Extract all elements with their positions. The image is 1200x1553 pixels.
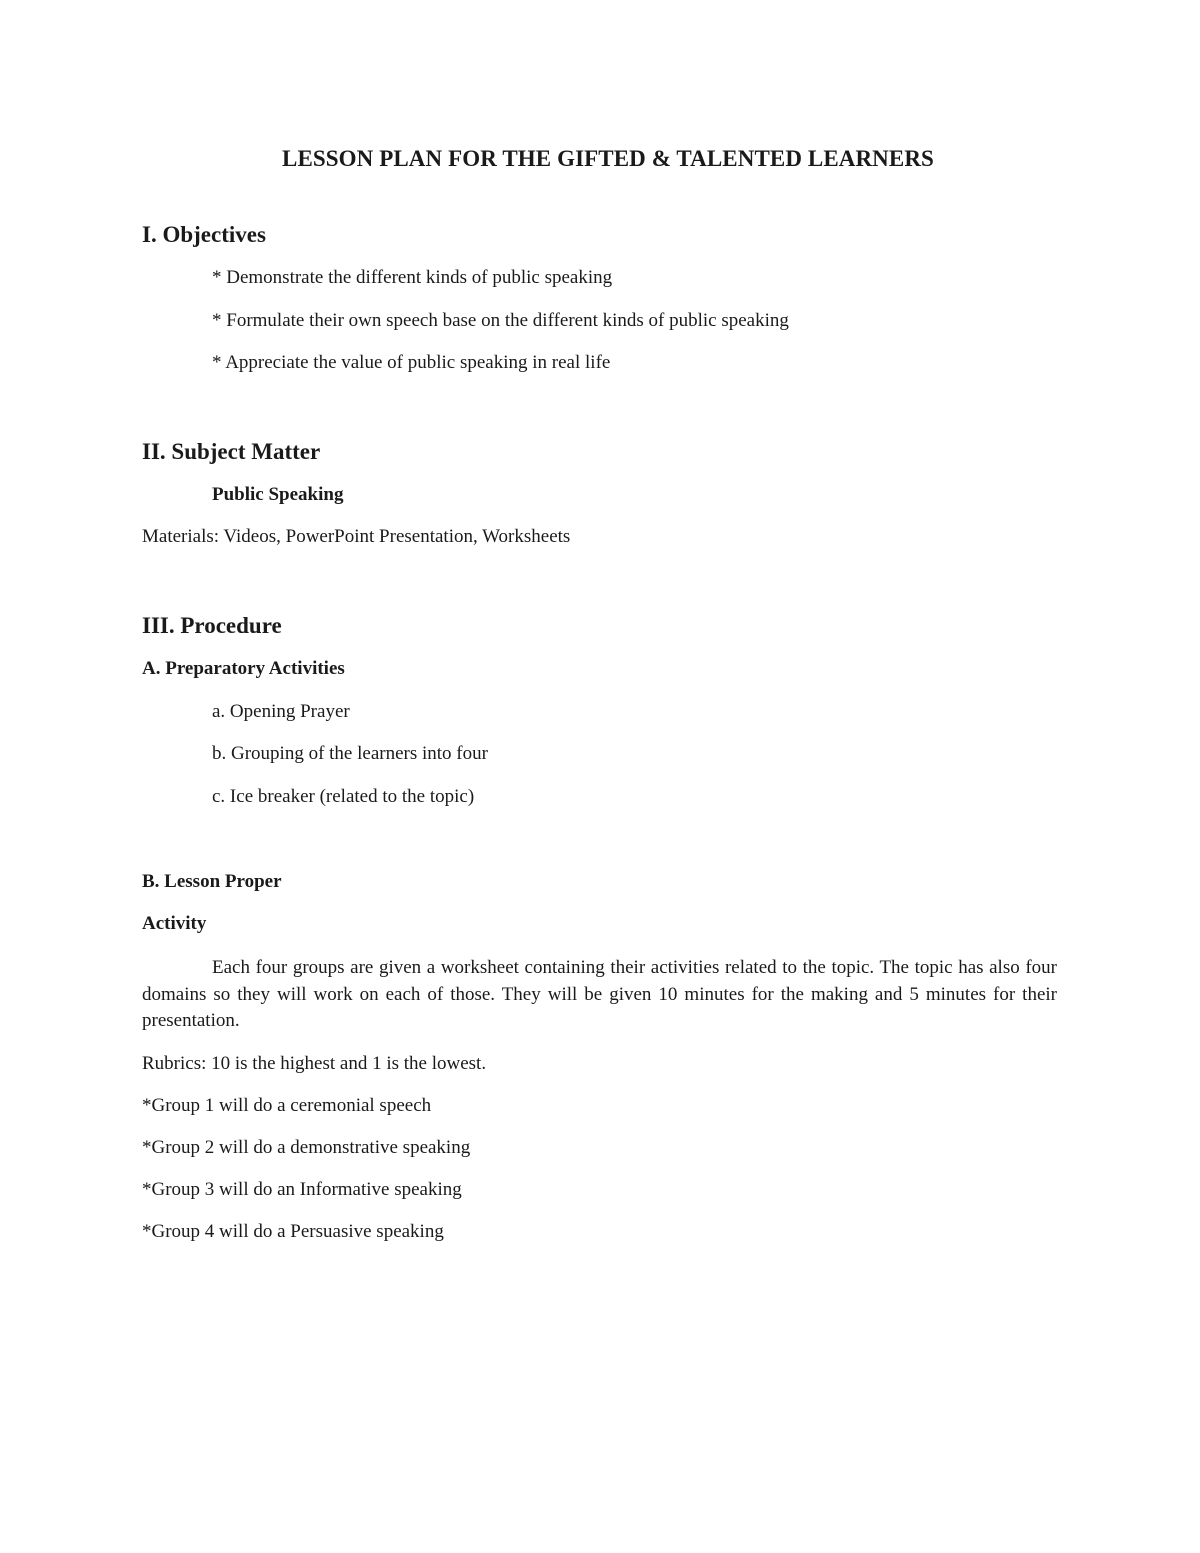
objective-item: * Appreciate the value of public speaking in real life <box>212 352 611 373</box>
group-assignment: *Group 1 will do a ceremonial speech <box>142 1095 432 1116</box>
objectives-heading: I. Objectives <box>142 222 266 247</box>
procedure-heading: III. Procedure <box>142 613 282 638</box>
preparatory-item: b. Grouping of the learners into four <box>212 743 488 764</box>
materials-line: Materials: Videos, PowerPoint Presentation, Worksheets <box>142 526 571 547</box>
rubrics-line: Rubrics: 10 is the highest and 1 is the lowest. <box>142 1053 487 1074</box>
preparatory-item: c. Ice breaker (related to the topic) <box>212 786 475 807</box>
activity-paragraph: Each four groups are given a worksheet containing their activities related to the topic. The topic has also four domains so they will work on each of those. They will be given 10 minutes for the making and 5 minutes for their presentation. <box>142 957 1057 1031</box>
preparatory-item: a. Opening Prayer <box>212 701 350 722</box>
objective-item: * Formulate their own speech base on the different kinds of public speaking <box>212 310 789 331</box>
subject-topic: Public Speaking <box>212 484 344 505</box>
lesson-proper-heading: B. Lesson Proper <box>142 871 282 892</box>
document-title: LESSON PLAN FOR THE GIFTED & TALENTED LEARNERS <box>282 146 934 171</box>
group-assignment: *Group 4 will do a Persuasive speaking <box>142 1221 444 1242</box>
group-assignment: *Group 2 will do a demonstrative speaking <box>142 1137 471 1158</box>
subject-matter-heading: II. Subject Matter <box>142 439 321 464</box>
objective-item: * Demonstrate the different kinds of public speaking <box>212 267 613 288</box>
activity-heading: Activity <box>142 913 207 934</box>
group-assignment: *Group 3 will do an Informative speaking <box>142 1179 462 1200</box>
preparatory-activities-heading: A. Preparatory Activities <box>142 658 345 679</box>
